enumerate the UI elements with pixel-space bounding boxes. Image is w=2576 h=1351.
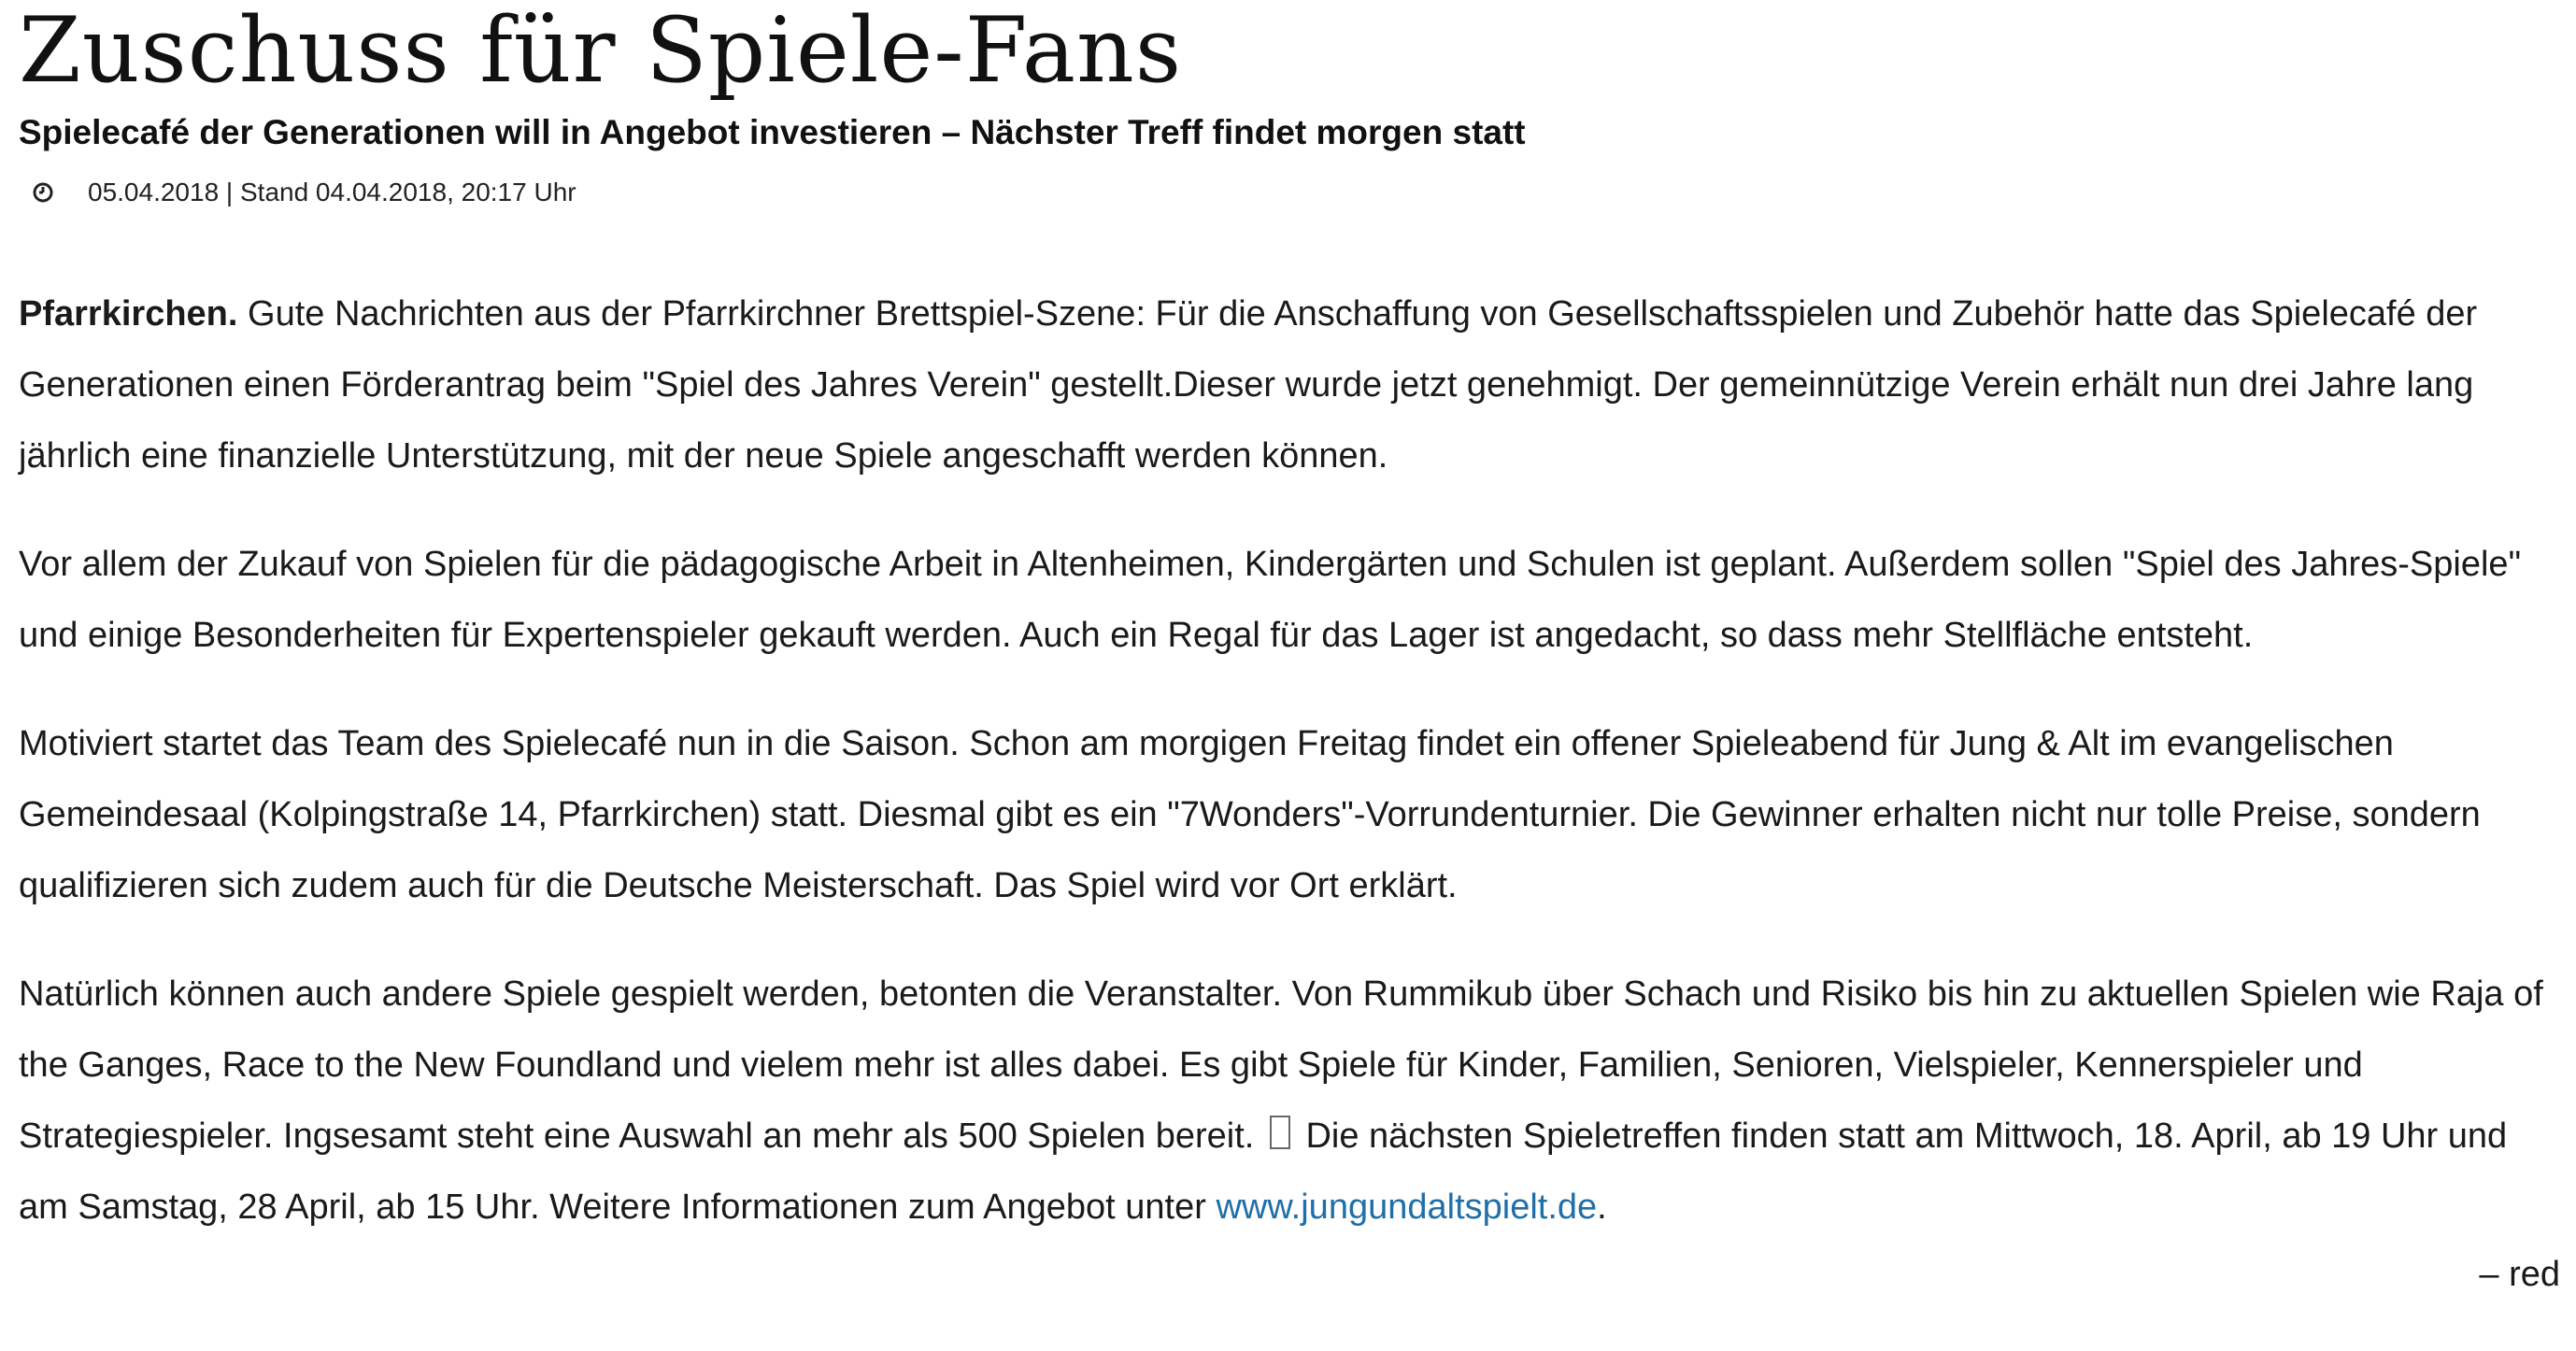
meta-separator: | [219,178,240,206]
author-signature: – red [2479,1255,2560,1294]
subheadline: Spielecafé der Generationen will in Angebot investieren – Nächster Treff findet morgen statt [19,113,1526,151]
website-link[interactable]: www.jungundaltspielt.de [1216,1187,1598,1227]
paragraph-3: Motiviert startet das Team des Spielecafé nun in die Saison. Schon am morgigen Freitag findet ein offener Spieleabend für Jung & Alt im evangelischen Gemeindesaal (Kolpingstraße 14, Pfarrkirchen) statt. Diesmal gibt es ein "7Wonders"-Vorrundenturnier. Die Gewinner erhalten nicht nur tolle Preise, sondern qualifizieren sich zudem auch für die Deutsche Meisterschaft. Das Spiel wird vor Ort erklärt. [19,724,2481,905]
paragraph-4-end: . [1597,1187,1607,1227]
article [19,0,2560,1302]
paragraph-1 [19,278,2560,491]
broken-image-icon [1270,1116,1290,1149]
paragraph-2: Vor allem der Zukauf von Spielen für die pädagogische Arbeit in Altenheimen, Kindergärten und Schulen ist geplant. Außerdem sollen "Spiel des Jahres-Spiele" und einige Besonderheiten für Expertenspieler gekauft werden. Auch ein Regal für das Lager ist angedacht, so dass mehr Stellfläche entsteht. [19,545,2522,655]
paragraph-1-text: Gute Nachrichten aus der Pfarrkirchner Brettspiel-Szene: Für die Anschaffung von Gesellschaftsspielen und Zubehör hatte das Spielecafé der Generationen einen Förderantrag beim "Spiel des Jahres Verein" gestellt.Dieser wurde jetzt genehmigt. Der gemeinnützige Verein erhält nun drei Jahre lang jährlich eine finanzielle Unterstützung, mit der neue Spiele angeschafft werden können. [19,294,2478,476]
paragraph-4 [19,959,2560,1243]
paragraph-4-text-1: Natürlich können auch andere Spiele gespielt werden, betonten die Veranstalter. Von Rummikub über Schach und Risiko bis hin zu aktuellen Spielen wie Raja of the Ganges, Race to the New Foundland und vielem mehr ist alles dabei. Es gibt Spiele für Kinder, Familien, Senioren, Vielspieler, Kennerspieler und Strategiespieler. Ingsesamt steht eine Auswahl an mehr als 500 Spielen bereit. [19,974,2543,1156]
dateline-location: Pfarrkirchen. [19,294,238,334]
article-body [19,278,2560,1302]
clock-icon [32,181,54,204]
updated-timestamp: Stand 04.04.2018, 20:17 Uhr [239,178,576,206]
paragraph-4-text-2: Die nächsten Spieletreffen finden statt am Mittwoch, 18. April, ab 19 Uhr und am Samstag, 28 April, ab 15 Uhr. Weitere Informationen zum Angebot unter [19,1116,2508,1227]
headline: Zuschuss für Spiele-Fans [19,0,1183,103]
article-meta [19,174,2560,211]
meta-text [88,174,576,211]
publish-date: 05.04.2018 [88,178,220,206]
